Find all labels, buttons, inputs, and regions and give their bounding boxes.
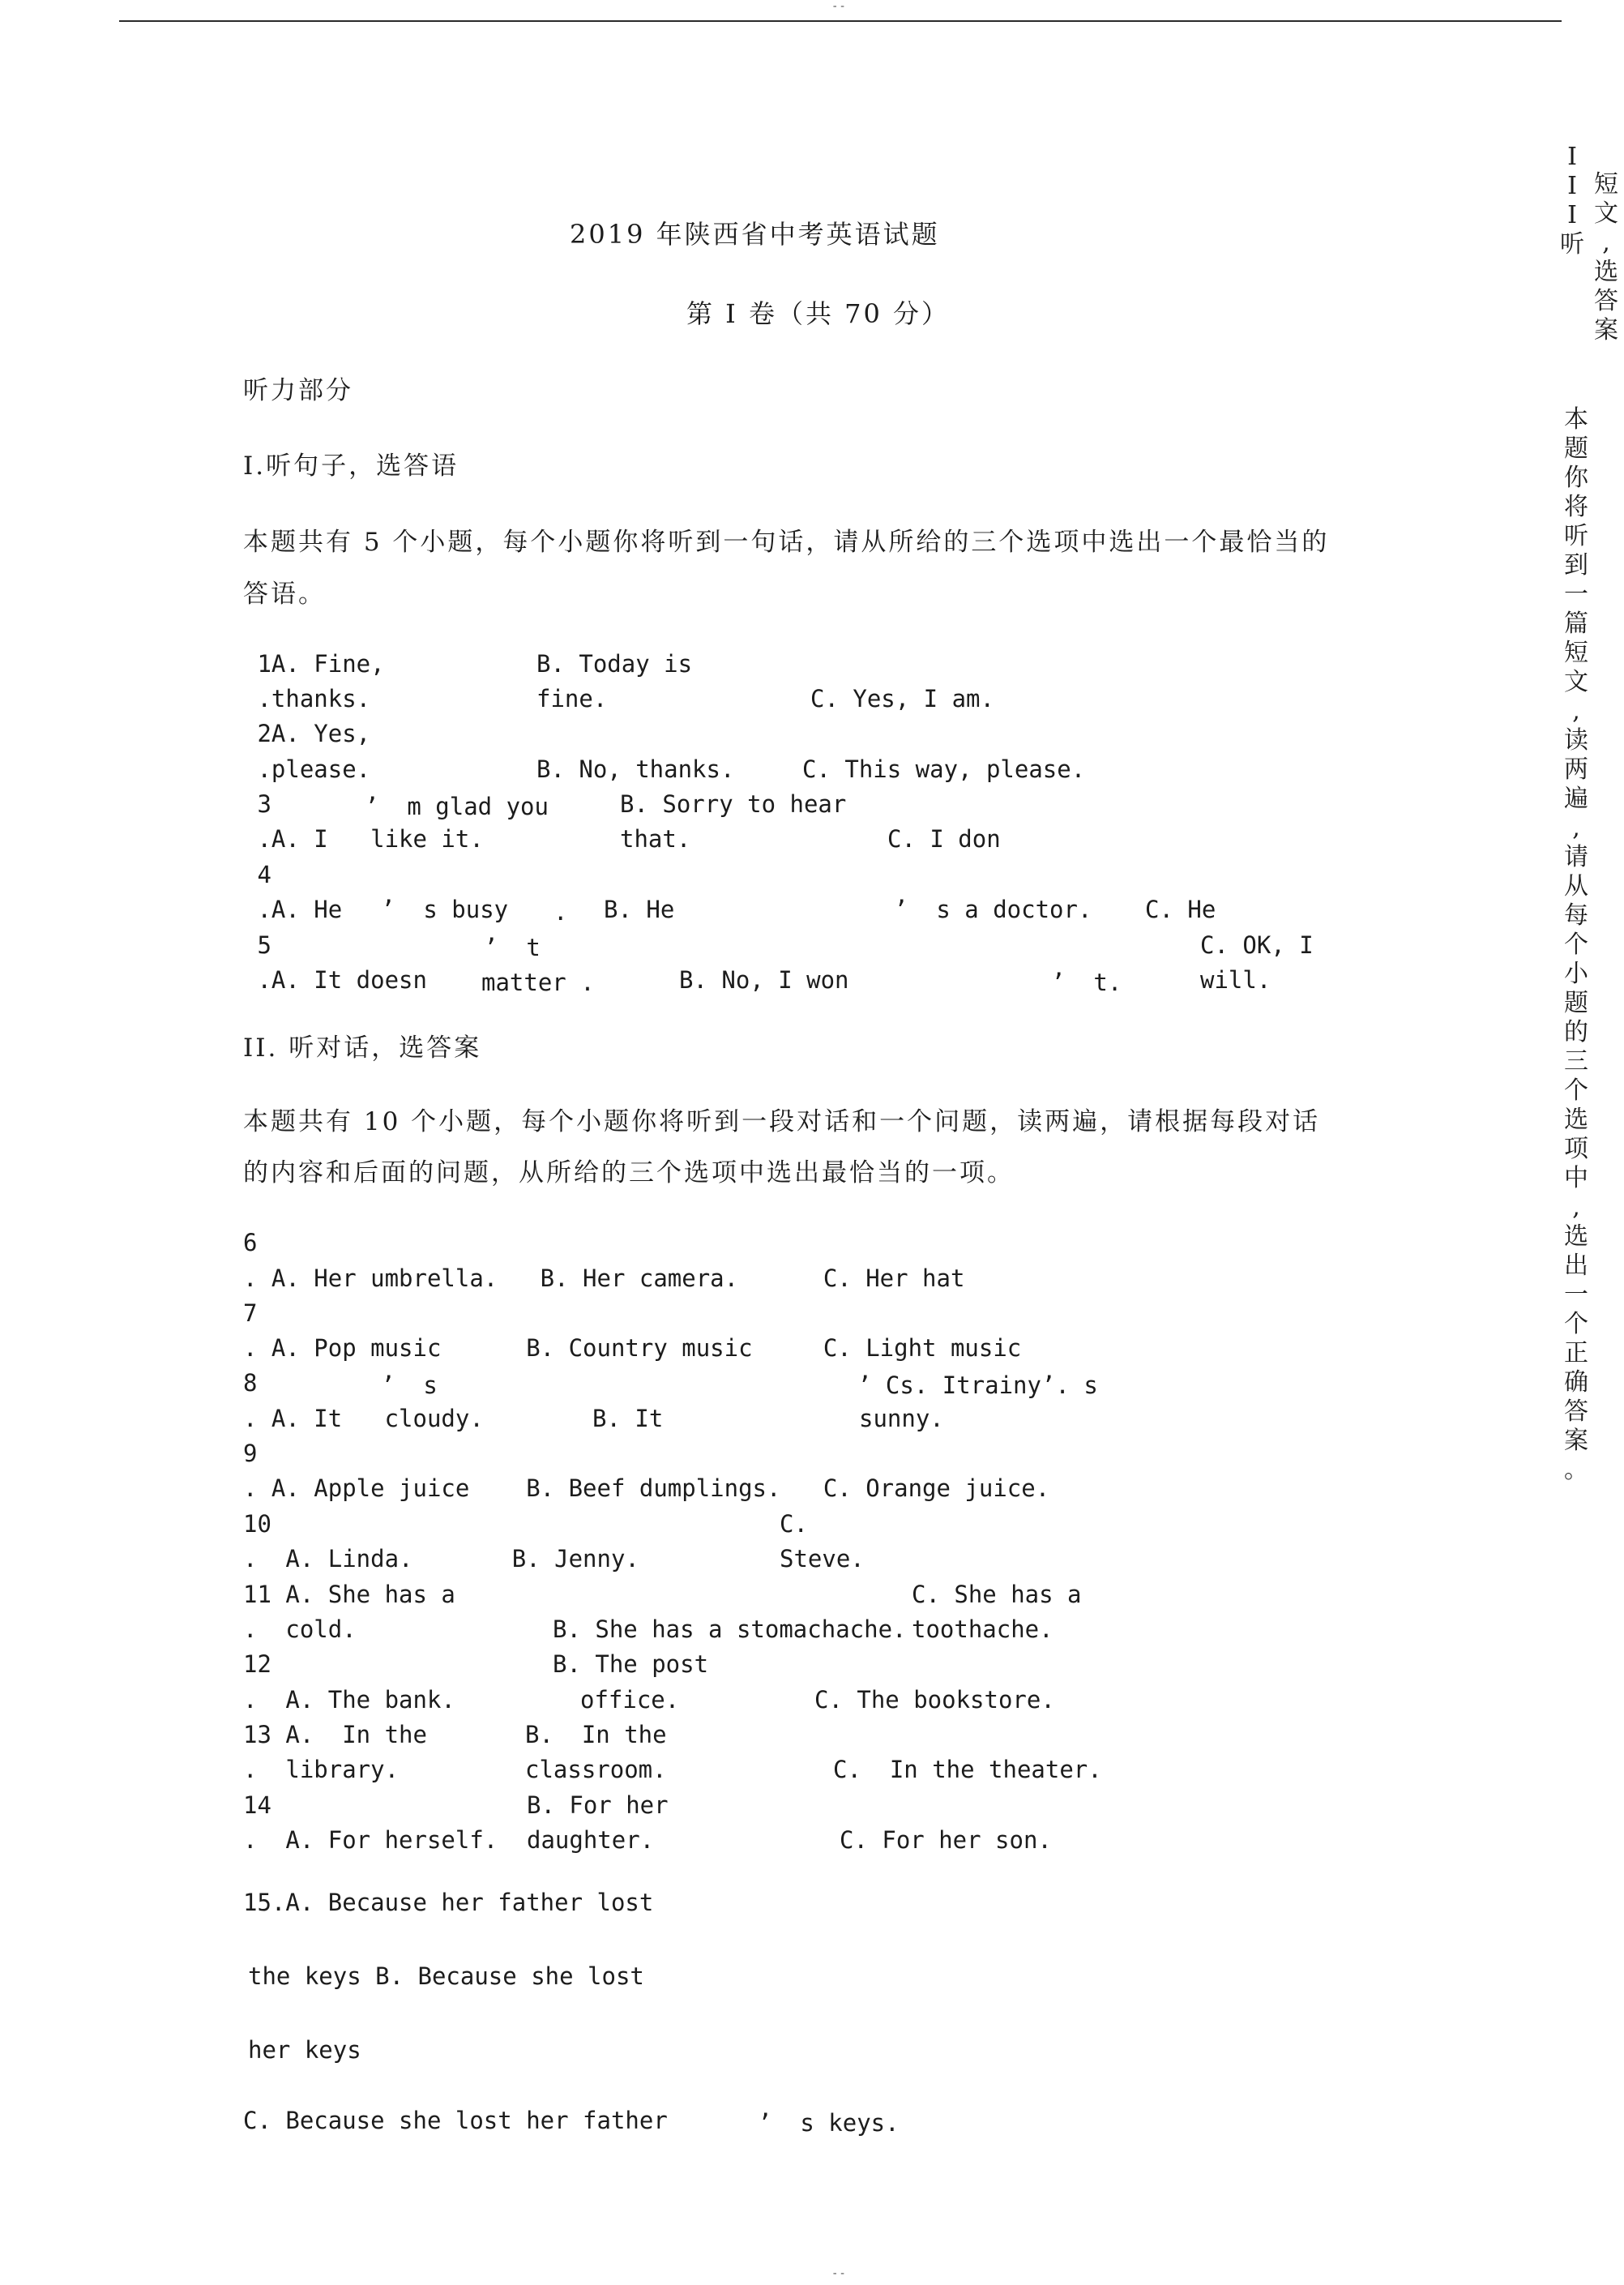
q8-line-c: . A. It cloudy. — [243, 1405, 484, 1432]
page-subtitle: 第 I 卷（共 70 分） — [686, 298, 951, 329]
q13-line-c: . library. — [243, 1756, 400, 1783]
q1-line-a: 1A. Fine, — [243, 650, 385, 678]
q1-line-b: B. Today is — [536, 650, 693, 678]
part2-instruction-2: 的内容和后面的问题，从所给的三个选项中选出最恰当的一项。 — [243, 1158, 1015, 1187]
q12-line-b: . A. The bank. — [243, 1686, 455, 1714]
q6-number: 6 — [243, 1229, 258, 1256]
margin-char: 确 — [1564, 1368, 1588, 1397]
q3-line-b: ’ m glad you — [365, 793, 549, 820]
q10-line-b: Steve. — [780, 1545, 865, 1573]
q4-line-b: .A. He — [243, 896, 343, 923]
margin-char: 短 — [1594, 170, 1618, 199]
q11-line-b: C. She has a — [912, 1581, 1082, 1608]
q2-line-b: .please. — [243, 755, 371, 783]
q4-line-a: 4 — [243, 861, 271, 888]
q14-line-b: . A. For herself. — [243, 1826, 498, 1854]
margin-char: , — [1572, 1193, 1580, 1222]
q6-options: . A. Her umbrella. B. Her camera. C. Her hat — [243, 1264, 965, 1292]
q1-line-e: C. Yes, I am. — [810, 685, 994, 712]
q14-number: 14 — [243, 1791, 271, 1819]
margin-char: 选 — [1564, 1222, 1588, 1251]
margin-char: 一 — [1564, 1281, 1588, 1309]
part1-heading: I.听句子，选答语 — [243, 451, 459, 481]
margin-char: 答 — [1594, 287, 1618, 315]
q10-number: 10 — [243, 1510, 271, 1538]
margin-char: 题 — [1564, 989, 1588, 1017]
q3-line-f: C. I don — [887, 825, 1001, 853]
margin-char: 遍 — [1564, 785, 1588, 813]
margin-char: 答 — [1564, 1397, 1588, 1426]
q13-line-e: C. In the theater. — [833, 1756, 1102, 1783]
q13-line-d: classroom. — [525, 1756, 667, 1783]
q5-line-h: will. — [1200, 966, 1271, 994]
q1-line-d: fine. — [536, 685, 608, 712]
margin-char: 题 — [1564, 434, 1588, 463]
q4-line-e: B. He — [604, 896, 675, 923]
q15-line-d: C. Because she lost her father — [243, 2107, 668, 2134]
margin-char: 案 — [1564, 1427, 1588, 1455]
q12-line-c: office. — [580, 1686, 680, 1714]
top-rule — [119, 20, 1562, 22]
q15-line-c: her keys — [248, 2036, 361, 2064]
margin-char: 听 — [1560, 230, 1584, 259]
margin-char: 读 — [1564, 726, 1588, 755]
margin-char: 选 — [1594, 258, 1618, 286]
q5-line-f: B. No, I won — [679, 966, 849, 994]
margin-char: 出 — [1564, 1252, 1588, 1280]
margin-column-1 — [1554, 143, 1590, 259]
q5-line-g: ’ t. — [1051, 969, 1122, 996]
margin-char: 案 — [1594, 316, 1618, 344]
margin-char: 请 — [1564, 843, 1588, 871]
margin-char: 中 — [1564, 1164, 1588, 1192]
margin-char: 本 — [1564, 405, 1588, 434]
q10-line-a: . A. Linda. B. Jenny. — [243, 1545, 639, 1573]
margin-char: 短 — [1564, 639, 1588, 667]
section-listening: 听力部分 — [243, 376, 353, 405]
margin-char: , — [1572, 697, 1580, 725]
q8-line-a: ’ s — [381, 1371, 438, 1399]
q4-line-g: C. He — [1145, 896, 1216, 923]
margin-char: 选 — [1564, 1106, 1588, 1134]
top-page-mark: -- — [831, 0, 847, 13]
q3-line-e: that. — [620, 825, 691, 853]
q9-number: 9 — [243, 1440, 258, 1467]
q14-line-c: daughter. — [527, 1826, 655, 1854]
margin-char: 听 — [1564, 522, 1588, 550]
page-title: 2019 年陕西省中考英语试题 — [570, 219, 940, 250]
q1-line-c: .thanks. — [243, 685, 371, 712]
q5-line-d: .A. It doesn — [243, 966, 427, 994]
margin-char: 每 — [1564, 901, 1588, 930]
margin-char: , — [1602, 229, 1610, 257]
q2-line-c: B. No, thanks. — [536, 755, 735, 783]
q4-line-d: . — [553, 898, 568, 926]
margin-char: 从 — [1564, 872, 1588, 901]
part1-instruction-1: 本题共有 5 个小题，每个小题你将听到一句话，请从所给的三个选项中选出一个最恰当的 — [243, 528, 1330, 557]
q3-line-d: .A. I like it. — [243, 825, 484, 853]
bottom-page-mark: -- — [831, 2267, 847, 2280]
q14-line-a: B. For her — [527, 1791, 669, 1819]
q7-options: . A. Pop music B. Country music C. Light music — [243, 1334, 1022, 1362]
q11-line-c: . cold. — [243, 1615, 357, 1643]
margin-char: I — [1567, 143, 1577, 171]
q12-number: 12 — [243, 1650, 271, 1678]
q12-line-a: B. The post — [553, 1650, 709, 1678]
part1-instruction-2: 答语。 — [243, 580, 326, 609]
margin-char: 两 — [1564, 755, 1588, 784]
q2-line-d: C. This way, please. — [802, 755, 1086, 783]
margin-char: I — [1567, 172, 1577, 200]
q11-line-e: toothache. — [912, 1615, 1053, 1643]
margin-char: 正 — [1564, 1339, 1588, 1367]
q9-options: . A. Apple juice B. Beef dumplings. C. Orange juice. — [243, 1474, 1050, 1502]
margin-char: 的 — [1564, 1018, 1588, 1046]
q3-line-a: 3 — [243, 790, 271, 818]
margin-char: 你 — [1564, 464, 1588, 492]
margin-column-3 — [1558, 405, 1594, 1485]
q15-line-b: the keys B. Because she lost — [248, 1962, 644, 1990]
margin-char: 到 — [1564, 551, 1588, 580]
q13-line-a: 13 A. In the — [243, 1721, 427, 1748]
q4-line-c: ’ s busy — [381, 896, 509, 923]
q14-line-d: C. For her son. — [840, 1826, 1052, 1854]
q11-line-a: 11 A. She has a — [243, 1581, 455, 1608]
q12-line-d: C. The bookstore. — [814, 1686, 1055, 1714]
q8-line-b: ’ Cs. Itrainy’. s — [857, 1371, 1098, 1399]
q8-line-d: B. It — [592, 1405, 664, 1432]
margin-char: 个 — [1564, 1310, 1588, 1338]
q13-line-b: B. In the — [525, 1721, 667, 1748]
q10-line-c: C. — [780, 1510, 808, 1538]
margin-char: 一 — [1564, 580, 1588, 609]
part2-instruction-1: 本题共有 10 个小题，每个小题你将听到一段对话和一个问题，读两遍，请根据每段对话 — [243, 1107, 1321, 1136]
margin-char: 文 — [1594, 199, 1618, 228]
margin-char: 篇 — [1564, 610, 1588, 638]
part2-heading: II. 听对话，选答案 — [243, 1033, 482, 1063]
margin-char: , — [1572, 814, 1580, 842]
margin-column-2 — [1588, 170, 1624, 345]
q7-number: 7 — [243, 1299, 258, 1327]
q15-line-e: ’ s keys. — [758, 2109, 900, 2137]
q15-line-a: 15.A. Because her father lost — [243, 1889, 654, 1916]
q2-line-a: 2A. Yes, — [243, 720, 371, 747]
margin-char: 小 — [1564, 960, 1588, 988]
margin-char: 个 — [1564, 1076, 1588, 1105]
q4-line-f: ’ s a doctor. — [894, 896, 1092, 923]
margin-char: 将 — [1564, 493, 1588, 521]
q5-line-b: ’ t — [484, 934, 541, 961]
margin-char: 个 — [1564, 931, 1588, 959]
q5-line-e: matter . — [481, 969, 595, 996]
q3-line-c: B. Sorry to hear — [620, 790, 847, 818]
margin-char: I — [1567, 201, 1577, 229]
q11-line-d: B. She has a stomachache. — [553, 1615, 907, 1643]
q5-line-c: C. OK, I — [1200, 931, 1314, 959]
q8-line-e: sunny. — [859, 1405, 944, 1432]
margin-char: 项 — [1564, 1135, 1588, 1163]
q8-number: 8 — [243, 1369, 258, 1397]
q5-line-a: 5 — [243, 931, 271, 959]
margin-char: 文 — [1564, 668, 1588, 696]
margin-char: 。 — [1564, 1456, 1588, 1484]
margin-char: 三 — [1564, 1047, 1588, 1076]
